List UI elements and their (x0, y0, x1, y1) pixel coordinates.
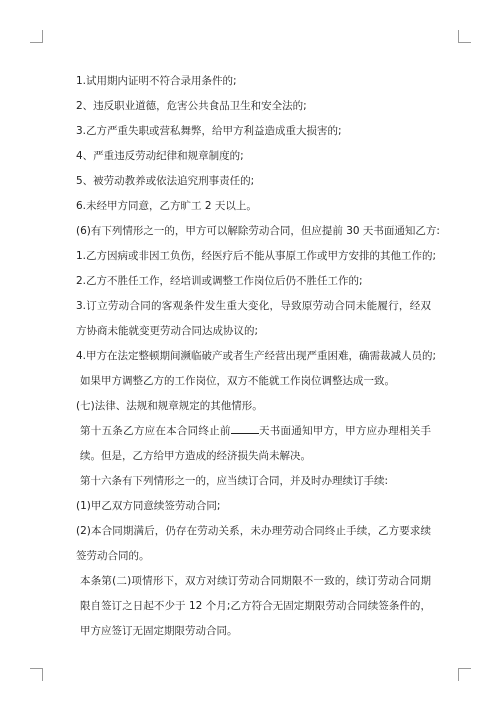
article-15-before: 第十五条乙方应在本合同终止前 (80, 425, 231, 437)
paragraph-9: 2.乙方不胜任工作，经培训或调整工作岗位后仍不胜任工作的; (76, 275, 363, 287)
paragraph-4: 4、严重违反劳动纪律和规章制度的; (76, 150, 244, 162)
paragraph-12: 如果甲方调整乙方的工作岗位，双方不能就工作岗位调整达成一致。 (80, 375, 395, 387)
fill-in-blank (231, 423, 259, 434)
paragraph-2: 2、违反职业道德，危害公共食品卫生和安全法的; (76, 100, 307, 112)
article-16-item-2: (2)本合同期满后，仍存在劳动关系，未办理劳动合同终止手续，乙方要求续签劳动合同的。 (76, 525, 431, 562)
paragraph-8: 1.乙方因病或非因工负伤，经医疗后不能从事原工作或甲方安排的其他工作的; (76, 250, 437, 262)
article-15-after: 天书面通知甲方，甲方应办理相关手续。但是，乙方给甲方造成的经济损失尚未解决。 (80, 425, 432, 462)
crop-mark-bottom-right (458, 668, 471, 681)
article-16-note: 本条第(二)项情形下，双方对续订劳动合同期限不一致的，续订劳动合同期限自签订之日起不少于 12 个月;乙方符合无固定期限劳动合同续签条件的，甲方应签订无固定期限劳动合同。 (80, 575, 431, 637)
article-16: 第十六条有下列情形之一的，应当续订合同，并及时办理续订手续: (80, 475, 389, 487)
article-15 (76, 419, 431, 469)
paragraph-10: 3.订立劳动合同的客观条件发生重大变化，导致原劳动合同未能履行，经双方协商未能就变更劳动合同达成协议的; (76, 300, 431, 337)
paragraph-11: 4.甲方在法定整顿期间濒临破产或者生产经营出现严重困难，确需裁减人员的; (76, 350, 437, 362)
document-body (76, 69, 440, 644)
crop-mark-bottom-left (30, 668, 43, 681)
article-16-item-1: (1)甲乙双方同意续签劳动合同; (76, 500, 221, 512)
crop-mark-top-left (30, 30, 43, 43)
crop-mark-top-right (458, 30, 471, 43)
paragraph-5: 5、被劳动教养或依法追究刑事责任的; (76, 175, 255, 187)
paragraph-7: (6)有下列情形之一的，甲方可以解除劳动合同，但应提前 30 天书面通知乙方: (76, 225, 440, 237)
paragraph-13: (七)法律、法规和规章规定的其他情形。 (76, 400, 263, 412)
paragraph-1: 1.试用期内证明不符合录用条件的; (76, 75, 237, 87)
paragraph-6: 6.未经甲方同意，乙方旷工 2 天以上。 (76, 200, 257, 212)
paragraph-3: 3.乙方严重失职或营私舞弊，给甲方利益造成重大损害的; (76, 125, 342, 137)
